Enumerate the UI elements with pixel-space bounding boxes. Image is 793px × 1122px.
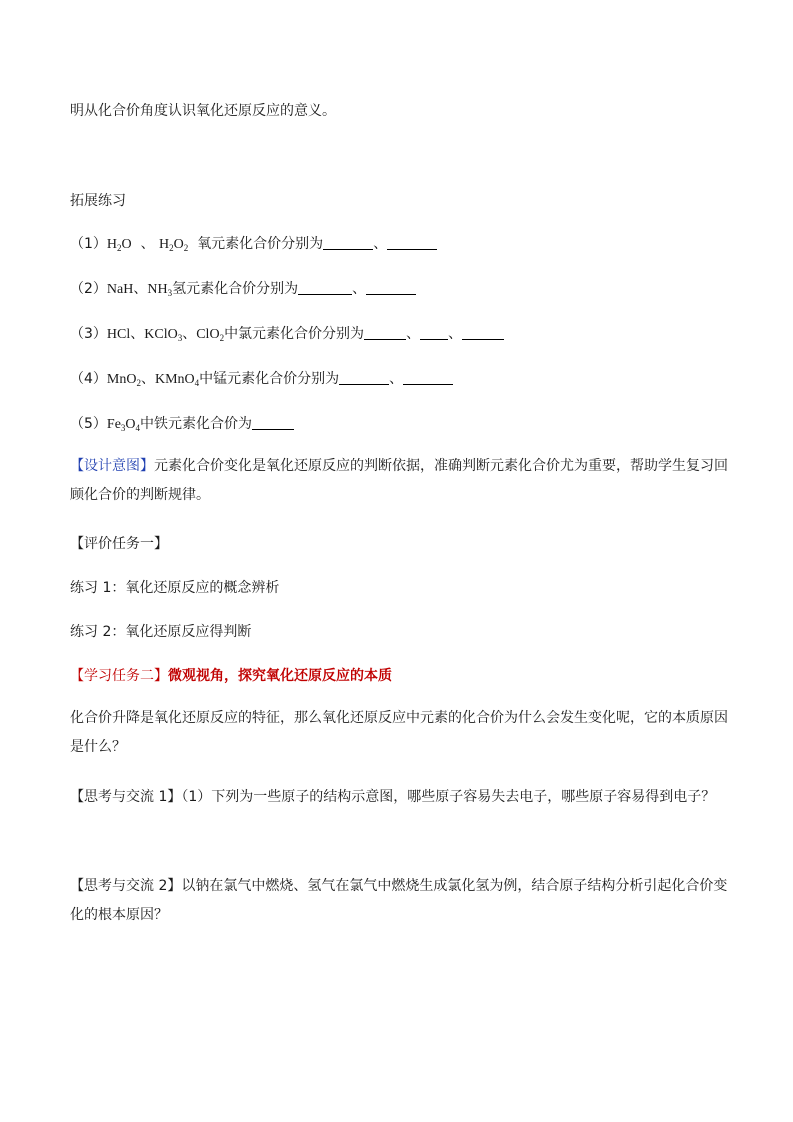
- task2-question: 化合价升降是氧化还原反应的特征，那么氧化还原反应中元素的化合价为什么会发生变化呢，它的本质原因是什么？: [70, 710, 728, 755]
- design-intent-text: 元素化合价变化是氧化还原反应的判断依据，准确判断元素化合价尤为重要，帮助学生复习回顾化合价的判断规律。: [70, 458, 728, 503]
- design-intent-tag: 【设计意图】: [70, 458, 154, 474]
- task2-title: 微观视角，探究氧化还原反应的本质: [168, 668, 392, 684]
- design-intent-paragraph: [70, 452, 730, 510]
- formula-mno2: MnO$_2$: [106, 372, 141, 388]
- task2-heading: [70, 666, 392, 686]
- exercise-item-1: 练习 1：氧化还原反应的概念辨析: [70, 580, 280, 596]
- answer-blank[interactable]: [366, 280, 416, 295]
- formula-fe3o4: $Fe_3O_4$: [106, 417, 141, 433]
- q2-number: （2）: [70, 281, 107, 297]
- answer-blank[interactable]: [403, 370, 453, 385]
- q5-text: 中铁元素化合价为: [140, 416, 253, 432]
- answer-blank[interactable]: [364, 325, 406, 340]
- exercise-q3: （3）HCl、KClO$_3$、ClO$_2$中氯元素化合价分别为 、 、: [70, 324, 504, 345]
- answer-blank[interactable]: [420, 325, 448, 340]
- answer-blank[interactable]: [387, 235, 437, 250]
- extension-heading: 拓展练习: [70, 193, 126, 209]
- task2-tag: 【学习任务二】: [70, 668, 168, 684]
- think2-text: 以钠在氯气中燃烧、氢气在氯气中燃烧生成氯化氢为例，结合原子结构分析引起化合价变化的根本原因？: [70, 878, 728, 923]
- think-exchange-1: [70, 787, 715, 807]
- answer-blank[interactable]: [323, 235, 373, 250]
- formula-hcl: HCl: [106, 327, 131, 342]
- q3-number: （3）: [70, 326, 107, 342]
- formula-kmno4: KMnO$_4$: [154, 372, 200, 388]
- formula-nah: NaH: [106, 282, 134, 297]
- exercise-q5: [70, 414, 294, 435]
- formula-kclo3: KClO$_3$: [144, 327, 183, 343]
- q4-number: （4）: [70, 371, 107, 387]
- think2-tag: 【思考与交流 2】: [70, 878, 182, 894]
- exercise-q4: （4）MnO$_2$、KMnO$_4$中锰元素化合价分别为 、: [70, 369, 453, 390]
- answer-blank[interactable]: [462, 325, 504, 340]
- formula-clo2: ClO$_2$: [196, 327, 225, 343]
- formula-h2o2: $H_2O_2$: [159, 237, 189, 253]
- exercise-q1: $(1)H_2O$ 、 $H_2O_2$ 氧元素化合价分别为 、: [70, 234, 437, 255]
- formula-h2o: $H_2O$: [106, 237, 132, 253]
- answer-blank[interactable]: [298, 280, 352, 295]
- exercise-q2: （2）NaH、$NH_3$氢元素化合价分别为 、: [70, 279, 416, 300]
- q1-number: （1）: [70, 236, 107, 252]
- intro-text: 明从化合价角度认识氧化还原反应的意义。: [70, 103, 336, 119]
- think1-text: （1）下列为一些原子的结构示意图，哪些原子容易失去电子，哪些原子容易得到电子？: [181, 789, 716, 805]
- q3-text: 中氯元素化合价分别为: [224, 326, 365, 342]
- q2-text: 氢元素化合价分别为: [172, 281, 299, 297]
- answer-blank[interactable]: [252, 415, 294, 430]
- q5-number: （5）: [70, 416, 107, 432]
- formula-nh3: $NH_3$: [147, 282, 173, 298]
- think-exchange-2: [70, 872, 730, 930]
- think1-tag: 【思考与交流 1】: [70, 789, 182, 805]
- eval-task-heading: 【评价任务一】: [70, 536, 168, 552]
- exercise-item-2: 练习 2：氧化还原反应得判断: [70, 624, 252, 640]
- answer-blank[interactable]: [339, 370, 389, 385]
- q4-text: 中锰元素化合价分别为: [199, 371, 340, 387]
- q1-text: 氧元素化合价分别为: [197, 236, 324, 252]
